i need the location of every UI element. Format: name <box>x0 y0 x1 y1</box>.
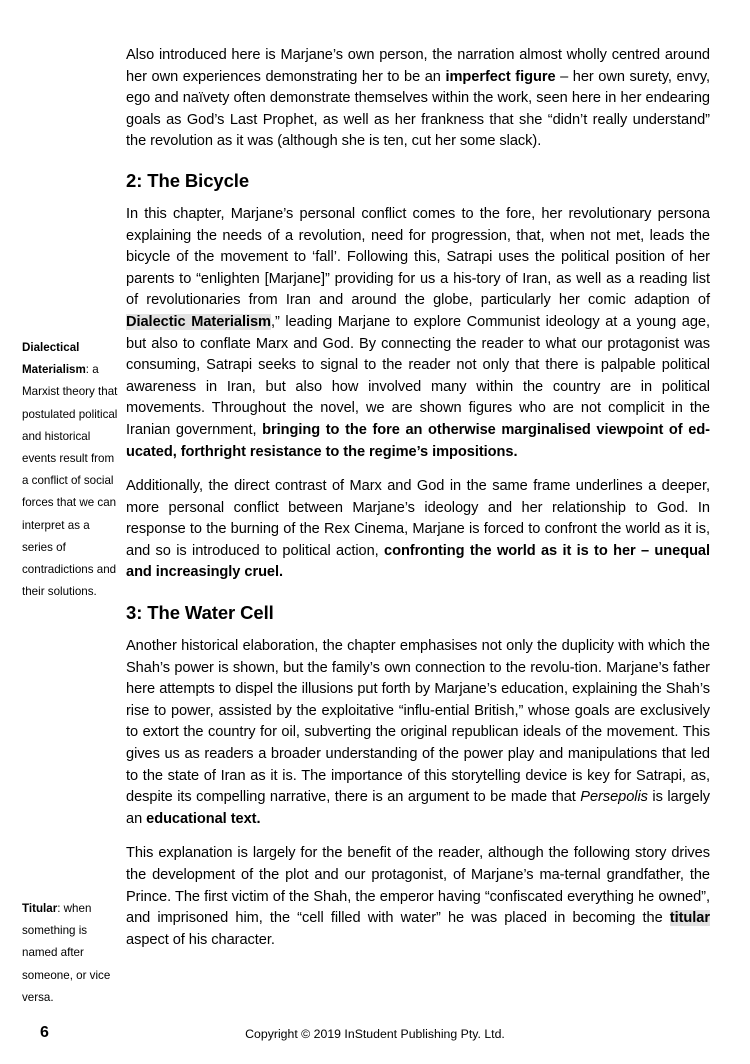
paragraph-intro <box>126 45 710 153</box>
margin-note-titular <box>22 898 118 1009</box>
paragraph-water-cell-1-text-a: Another historical elaboration, the chapter emphasises not only the duplicity with which the Shah’s power is shown, but the family’s own connection to the revolu-tion. Marjane’s father here attempts to dispel the illusions put forth by Marjane’s education, explaining the Shah’s rise to power, assisted by the exploitative “influ-ential British,” whose goals are exclusively to extort the country for oil, subverting the original republican ideals of the movement. This gives us as readers a broader understanding of the power play and manipulations that led to the state of Iran as it is. The importance of this storytelling device is key for Satrapi, as, despite its compelling narrative, there is an argument to be made that <box>126 638 710 806</box>
paragraph-water-cell-1 <box>126 636 710 830</box>
title-persepolis: Persepolis <box>580 789 648 806</box>
emphasis-educational-text: educational text. <box>146 810 261 827</box>
paragraph-water-cell-2-text-a: This explanation is largely for the benefit of the reader, although the following story drives the development of the plot and our protagonist, of Marjane’s ma-ternal grandfather, the Prince. The first victim of the Shah, the emperor having “confiscated everything he owned”, and imprisoned him, the “cell filled with water” he was placed in becoming the <box>126 845 710 927</box>
emphasis-marginalised-viewpoint: bringing to the fore an otherwise marginalised viewpoint of ed-ucated, forthright resistance to the regime’s impositions. <box>126 421 710 460</box>
margin-note-separator: : <box>85 363 93 377</box>
paragraph-water-cell-2-text-b: aspect of his character. <box>126 931 275 948</box>
paragraph-water-cell-1-text-b: is largely an <box>126 789 711 827</box>
paragraph-water-cell-2 <box>126 843 710 951</box>
margin-note-term: Dialectical Materialism <box>22 341 86 377</box>
emphasis-imperfect-figure: imperfect figure <box>445 68 556 85</box>
margin-note-definition: a Marxist theory that postulated political and historical events result from a conflict of social forces that we can interpret as a series of contradictions and their solutions. <box>22 363 118 599</box>
paragraph-intro-text-a: Also introduced here is Marjane’s own person, the narration almost wholly centred around her own experiences demonstrating her to be an <box>126 47 710 85</box>
margin-note-dialectical-materialism <box>22 337 118 603</box>
highlight-titular: titular <box>669 910 710 927</box>
heading-chapter-2: 2: The Bicycle <box>126 169 250 191</box>
highlight-dialectic-materialism: Dialectic Materialism <box>126 313 271 330</box>
main-text-column <box>126 45 710 951</box>
margin-note-term: Titular <box>22 902 58 915</box>
paragraph-intro-text-b: – her own surety, envy, ego and naïvety often demonstrate themselves within the work, seen here in her endearing goals as God’s Last Prophet, as well as her frankness that she “didn’t really understand” the revolution as it was (although she is ten, cut her some slack). <box>126 68 710 150</box>
emphasis-confronting-world: confronting the world as it is to her – unequal and increasingly cruel. <box>126 542 711 581</box>
page-footer <box>0 1024 750 1048</box>
page-number: 6 <box>40 1024 49 1041</box>
copyright-notice: Copyright © 2019 InStudent Publishing Pty. Ltd. <box>245 1027 505 1041</box>
paragraph-bicycle-1-text-a: In this chapter, Marjane’s personal conflict comes to the fore, her revolutionary persona explaining the needs of a revolution, need for progression, that, when not met, leads the bicycle of the movement to ‘fall’. Following this, Satrapi uses the political position of her parents to “enlighten [Marjane]” providing for us a his-tory of Iran, as well as a reading list of revolutionaries from Iran and around the globe, particularly her comic adaption of <box>126 205 710 309</box>
paragraph-bicycle-2-text-a: Additionally, the direct contrast of Marx and God in the same frame underlines a deeper, more personal conflict between Marjane’s ideology and her relationship to God. In response to the burning of the Rex Cinema, Marjane is forced to confront the world as it is, and so is introduced to political action, <box>126 478 710 559</box>
margin-note-definition: when something is named after someone, or vice versa. <box>22 902 111 1004</box>
heading-chapter-3: 3: The Water Cell <box>126 602 274 624</box>
paragraph-bicycle-1 <box>126 204 710 463</box>
paragraph-bicycle-2 <box>126 476 710 584</box>
margin-note-separator: : <box>57 902 64 915</box>
paragraph-bicycle-1-text-b: ,” leading Marjane to explore Communist ideology at a young age, but also to conflate Marx and God. By connecting the reader to what our protagonist was consuming, Satrapi seeks to signal to the reader not only that there is palpable political awareness in Iran, but also how involved many within the country are in political movements. Throughout the novel, we are shown figures who are not complicit in the Iranian government, <box>126 313 710 438</box>
